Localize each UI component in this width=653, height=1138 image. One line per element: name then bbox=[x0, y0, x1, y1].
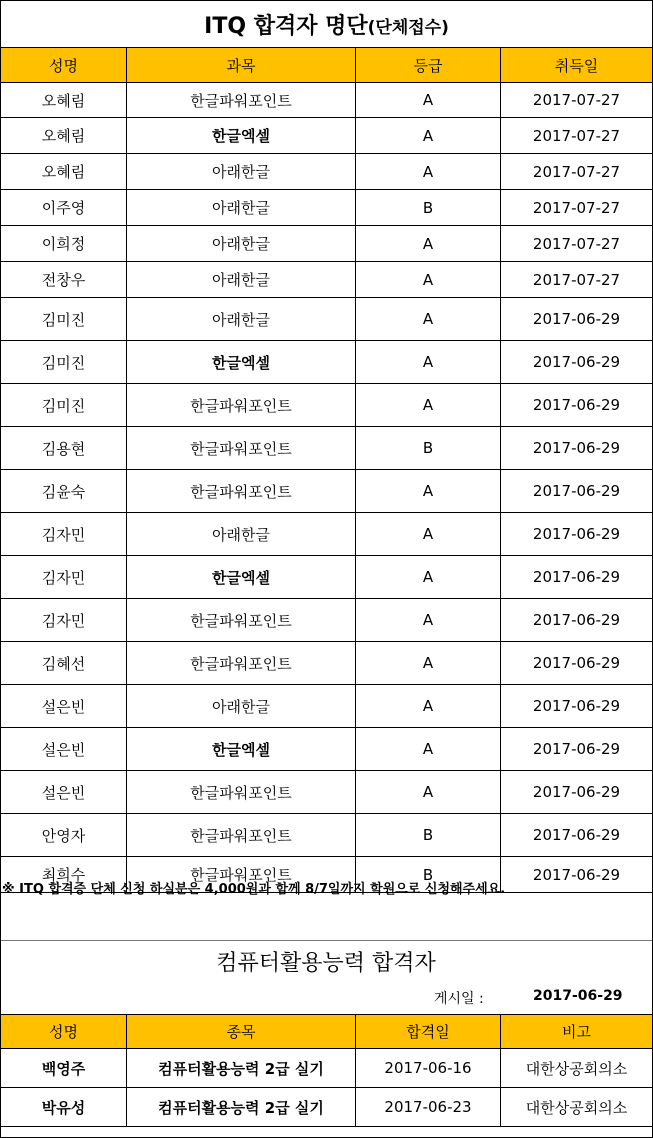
cell-name: 김미진 bbox=[1, 341, 127, 384]
cell-grade: B bbox=[356, 814, 501, 857]
cell-date: 2017-06-29 bbox=[501, 728, 653, 771]
table-row bbox=[1, 384, 653, 427]
cell-name: 김자민 bbox=[1, 556, 127, 599]
computer-header-item: 종목 bbox=[127, 1015, 356, 1049]
cell-date: 2017-06-16 bbox=[356, 1049, 501, 1088]
cell-grade: A bbox=[356, 83, 501, 118]
table-row bbox=[1, 1088, 653, 1127]
cell-subject: 아래한글 bbox=[127, 226, 356, 262]
cell-date: 2017-06-29 bbox=[501, 599, 653, 642]
cell-name: 김혜선 bbox=[1, 642, 127, 685]
cell-subject: 한글파워포인트 bbox=[127, 814, 356, 857]
cell-name: 설은빈 bbox=[1, 728, 127, 771]
cell-subject: 한글엑셀 bbox=[127, 341, 356, 384]
cell-date: 2017-06-29 bbox=[501, 642, 653, 685]
cell-subject: 한글엑셀 bbox=[127, 556, 356, 599]
itq-header-date: 취득일 bbox=[501, 48, 653, 83]
itq-rows bbox=[1, 83, 653, 893]
cell-subject: 한글파워포인트 bbox=[127, 384, 356, 427]
cell-name: 이주영 bbox=[1, 190, 127, 226]
table-row bbox=[1, 154, 653, 190]
section-divider bbox=[0, 940, 652, 941]
cell-grade: A bbox=[356, 728, 501, 771]
cell-date: 2017-06-29 bbox=[501, 771, 653, 814]
itq-header-name: 성명 bbox=[1, 48, 127, 83]
cell-item: 컴퓨터활용능력 2급 실기 bbox=[127, 1088, 356, 1127]
table-row bbox=[1, 642, 653, 685]
cell-name: 김미진 bbox=[1, 384, 127, 427]
cell-grade: B bbox=[356, 857, 501, 893]
posted-date-value: 2017-06-29 bbox=[533, 988, 623, 1004]
itq-header-row bbox=[1, 48, 653, 83]
cell-grade: A bbox=[356, 341, 501, 384]
cell-name: 이희정 bbox=[1, 226, 127, 262]
computer-section-title: 컴퓨터활용능력 합격자 bbox=[216, 951, 436, 976]
cell-subject: 아래한글 bbox=[127, 262, 356, 298]
cell-grade: B bbox=[356, 190, 501, 226]
cell-grade: A bbox=[356, 599, 501, 642]
cell-subject: 한글파워포인트 bbox=[127, 599, 356, 642]
computer-header-date: 합격일 bbox=[356, 1015, 501, 1049]
computer-rows bbox=[1, 1049, 653, 1127]
cell-date: 2017-07-27 bbox=[501, 262, 653, 298]
cell-date: 2017-06-29 bbox=[501, 556, 653, 599]
cell-date: 2017-06-29 bbox=[501, 427, 653, 470]
cell-name: 오혜림 bbox=[1, 154, 127, 190]
cell-date: 2017-06-29 bbox=[501, 513, 653, 556]
cell-date: 2017-06-29 bbox=[501, 341, 653, 384]
cell-grade: A bbox=[356, 226, 501, 262]
cell-subject: 한글파워포인트 bbox=[127, 83, 356, 118]
cell-name: 안영자 bbox=[1, 814, 127, 857]
cell-date: 2017-06-29 bbox=[501, 384, 653, 427]
cell-name: 김윤숙 bbox=[1, 470, 127, 513]
cell-date: 2017-06-29 bbox=[501, 857, 653, 893]
cell-grade: A bbox=[356, 470, 501, 513]
cell-remark: 대한상공회의소 bbox=[501, 1088, 653, 1127]
table-row bbox=[1, 118, 653, 154]
cell-subject: 아래한글 bbox=[127, 685, 356, 728]
table-row bbox=[1, 599, 653, 642]
table-row bbox=[1, 262, 653, 298]
itq-header-subject: 과목 bbox=[127, 48, 356, 83]
cell-subject: 아래한글 bbox=[127, 298, 356, 341]
cell-date: 2017-07-27 bbox=[501, 118, 653, 154]
table-row bbox=[1, 83, 653, 118]
title-main: ITQ 합격자 명단 bbox=[204, 13, 368, 39]
table-row bbox=[1, 771, 653, 814]
table-row bbox=[1, 728, 653, 771]
cell-grade: A bbox=[356, 771, 501, 814]
cell-grade: A bbox=[356, 513, 501, 556]
cell-date: 2017-06-29 bbox=[501, 298, 653, 341]
cell-name: 오혜림 bbox=[1, 83, 127, 118]
cell-subject: 한글엑셀 bbox=[127, 118, 356, 154]
cell-name: 설은빈 bbox=[1, 685, 127, 728]
cell-date: 2017-07-27 bbox=[501, 83, 653, 118]
table-row bbox=[1, 190, 653, 226]
table-row bbox=[1, 427, 653, 470]
table-row bbox=[1, 1049, 653, 1088]
page-title bbox=[1, 1, 653, 48]
posted-date-label: 게시일 : bbox=[434, 991, 484, 1007]
cell-name: 김자민 bbox=[1, 513, 127, 556]
cell-grade: A bbox=[356, 262, 501, 298]
cell-subject: 한글파워포인트 bbox=[127, 642, 356, 685]
table-row bbox=[1, 470, 653, 513]
cell-grade: A bbox=[356, 556, 501, 599]
table-row bbox=[1, 341, 653, 384]
cell-name: 전창우 bbox=[1, 262, 127, 298]
computer-header-remark: 비고 bbox=[501, 1015, 653, 1049]
table-row bbox=[1, 226, 653, 262]
cell-date: 2017-06-23 bbox=[356, 1088, 501, 1127]
table-row bbox=[1, 298, 653, 341]
cell-date: 2017-06-29 bbox=[501, 814, 653, 857]
cell-grade: A bbox=[356, 298, 501, 341]
cell-subject: 한글파워포인트 bbox=[127, 771, 356, 814]
table-row bbox=[1, 556, 653, 599]
computer-header-row bbox=[1, 1015, 653, 1049]
notice-text: ※ ITQ 합격증 단체 신청 하실분은 4,000원과 함께 8/7일까지 학원으로 신청해주세요. bbox=[2, 882, 506, 897]
cell-remark: 대한상공회의소 bbox=[501, 1049, 653, 1088]
cell-grade: A bbox=[356, 154, 501, 190]
cell-date: 2017-07-27 bbox=[501, 190, 653, 226]
cell-grade: A bbox=[356, 118, 501, 154]
cell-name: 오혜림 bbox=[1, 118, 127, 154]
cell-subject: 아래한글 bbox=[127, 154, 356, 190]
cell-name: 김자민 bbox=[1, 599, 127, 642]
table-row bbox=[1, 814, 653, 857]
cell-name: 김용현 bbox=[1, 427, 127, 470]
cell-date: 2017-07-27 bbox=[501, 226, 653, 262]
cell-name: 백영주 bbox=[1, 1049, 127, 1088]
table-row bbox=[1, 685, 653, 728]
cell-name: 박유성 bbox=[1, 1088, 127, 1127]
cell-subject: 아래한글 bbox=[127, 513, 356, 556]
title-sub: (단체접수) bbox=[367, 17, 449, 38]
computer-header-name: 성명 bbox=[1, 1015, 127, 1049]
cell-item: 컴퓨터활용능력 2급 실기 bbox=[127, 1049, 356, 1088]
cell-name: 설은빈 bbox=[1, 771, 127, 814]
cell-grade: A bbox=[356, 685, 501, 728]
cell-subject: 한글엑셀 bbox=[127, 728, 356, 771]
itq-header-grade: 등급 bbox=[356, 48, 501, 83]
cell-grade: B bbox=[356, 427, 501, 470]
cell-date: 2017-06-29 bbox=[501, 685, 653, 728]
cell-date: 2017-06-29 bbox=[501, 470, 653, 513]
cell-subject: 한글파워포인트 bbox=[127, 427, 356, 470]
computer-results-table bbox=[0, 1014, 653, 1127]
cell-subject: 한글파워포인트 bbox=[127, 857, 356, 893]
cell-grade: A bbox=[356, 384, 501, 427]
cell-subject: 한글파워포인트 bbox=[127, 470, 356, 513]
cell-subject: 아래한글 bbox=[127, 190, 356, 226]
table-row bbox=[1, 513, 653, 556]
cell-name: 최희수 bbox=[1, 857, 127, 893]
cell-date: 2017-07-27 bbox=[501, 154, 653, 190]
cell-grade: A bbox=[356, 642, 501, 685]
cell-name: 김미진 bbox=[1, 298, 127, 341]
